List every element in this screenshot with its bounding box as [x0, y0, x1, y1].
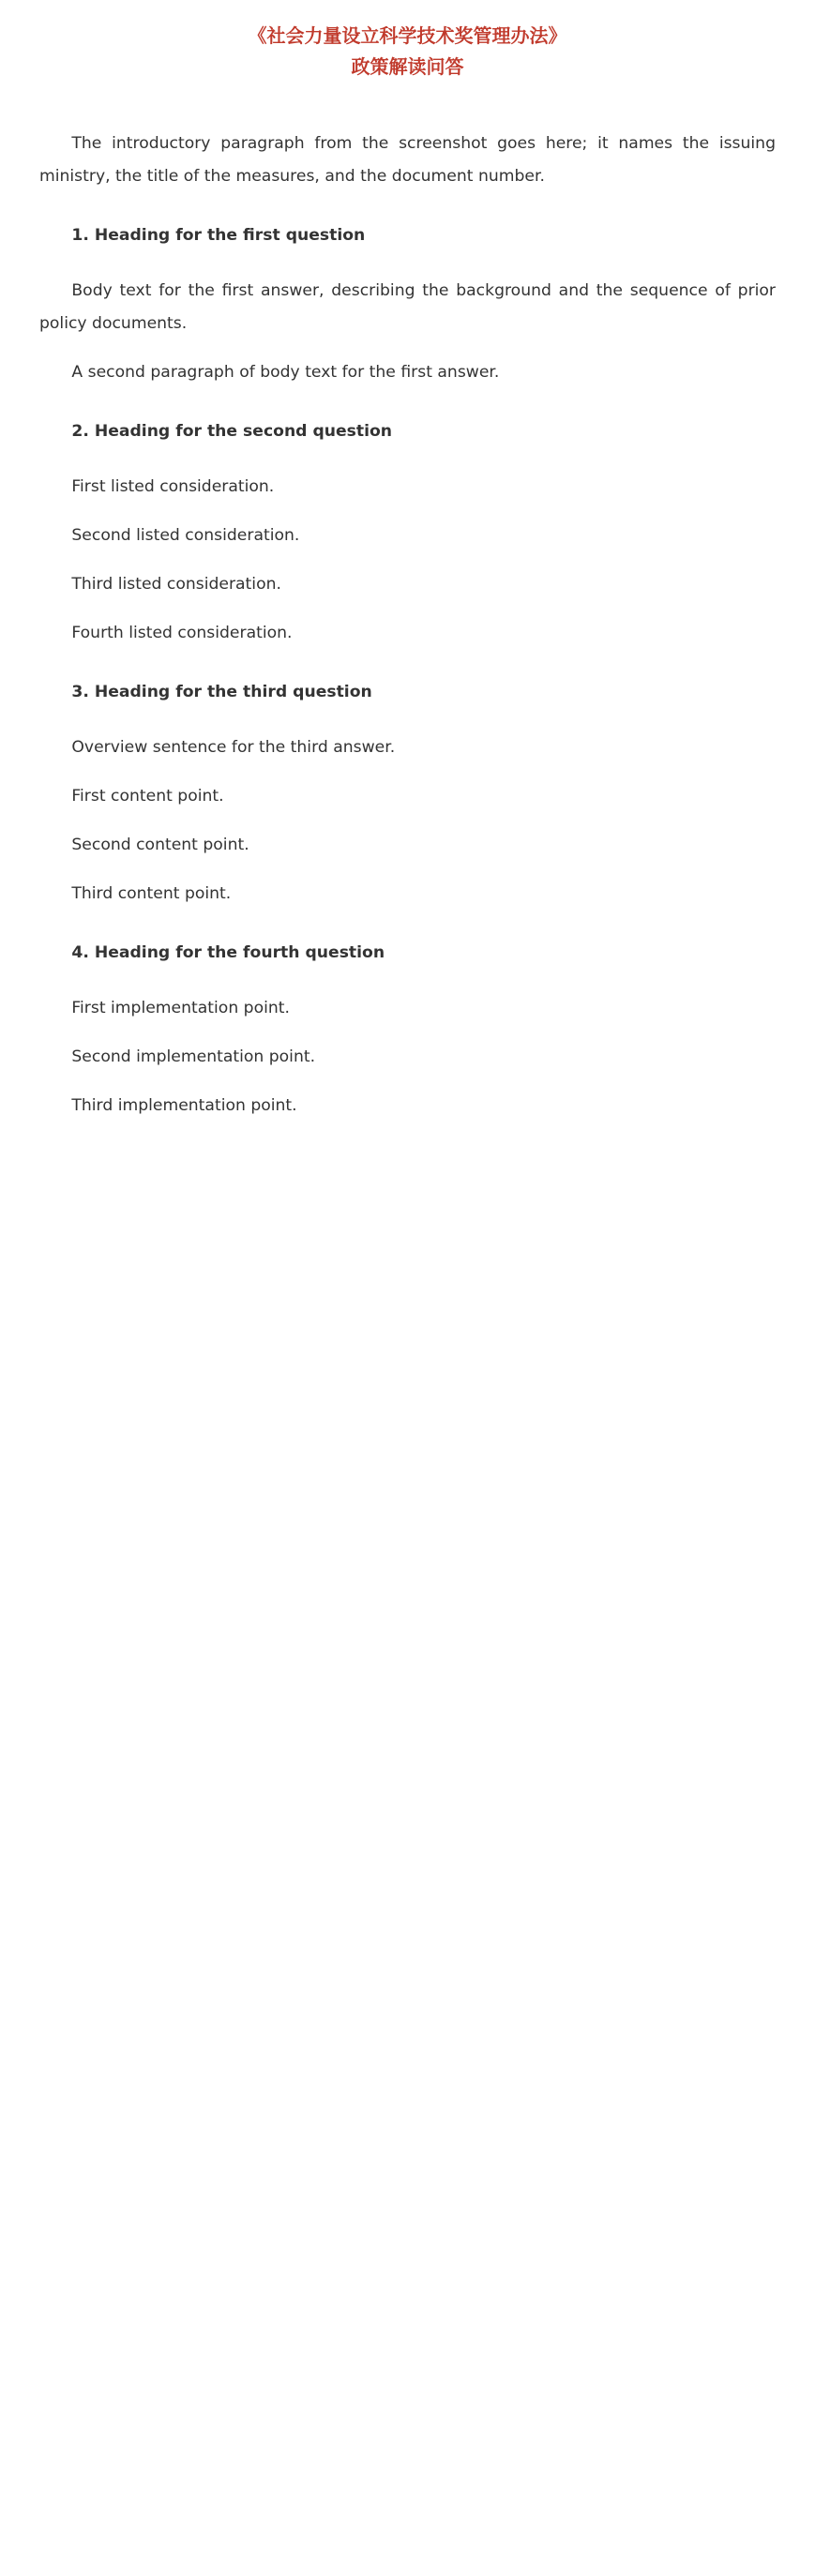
paragraph: A second paragraph of body text for the first answer. [71, 363, 500, 382]
paragraph: Third content point. [71, 884, 232, 903]
document-subtitle: 政策解读问答 [351, 55, 464, 78]
section-heading: 3. Heading for the third question [71, 683, 372, 701]
section-heading: 4. Heading for the fourth question [71, 943, 385, 962]
paragraph: Second content point. [71, 836, 249, 854]
document-title: 《社会力量设立科学技术奖管理办法》 [248, 24, 567, 47]
paragraph: Second listed consideration. [71, 526, 300, 545]
paragraph: Third listed consideration. [71, 575, 281, 594]
paragraph: First implementation point. [71, 999, 290, 1017]
article-body [39, 128, 776, 1122]
section-heading: 2. Heading for the second question [71, 422, 393, 441]
paragraph: Fourth listed consideration. [71, 624, 293, 642]
paragraph: Body text for the first answer, describing the background and the sequence of prior policy documents. [39, 281, 776, 333]
paragraph: First listed consideration. [71, 477, 275, 496]
paragraph: First content point. [71, 787, 224, 806]
paragraph: Overview sentence for the third answer. [71, 738, 396, 757]
paragraph: Second implementation point. [71, 1047, 316, 1066]
section-heading: 1. Heading for the first question [71, 226, 366, 245]
paragraph: The introductory paragraph from the screenshot goes here; it names the issuing ministry, the title of the measures, and the document number. [39, 134, 776, 186]
paragraph: Third implementation point. [71, 1096, 297, 1115]
